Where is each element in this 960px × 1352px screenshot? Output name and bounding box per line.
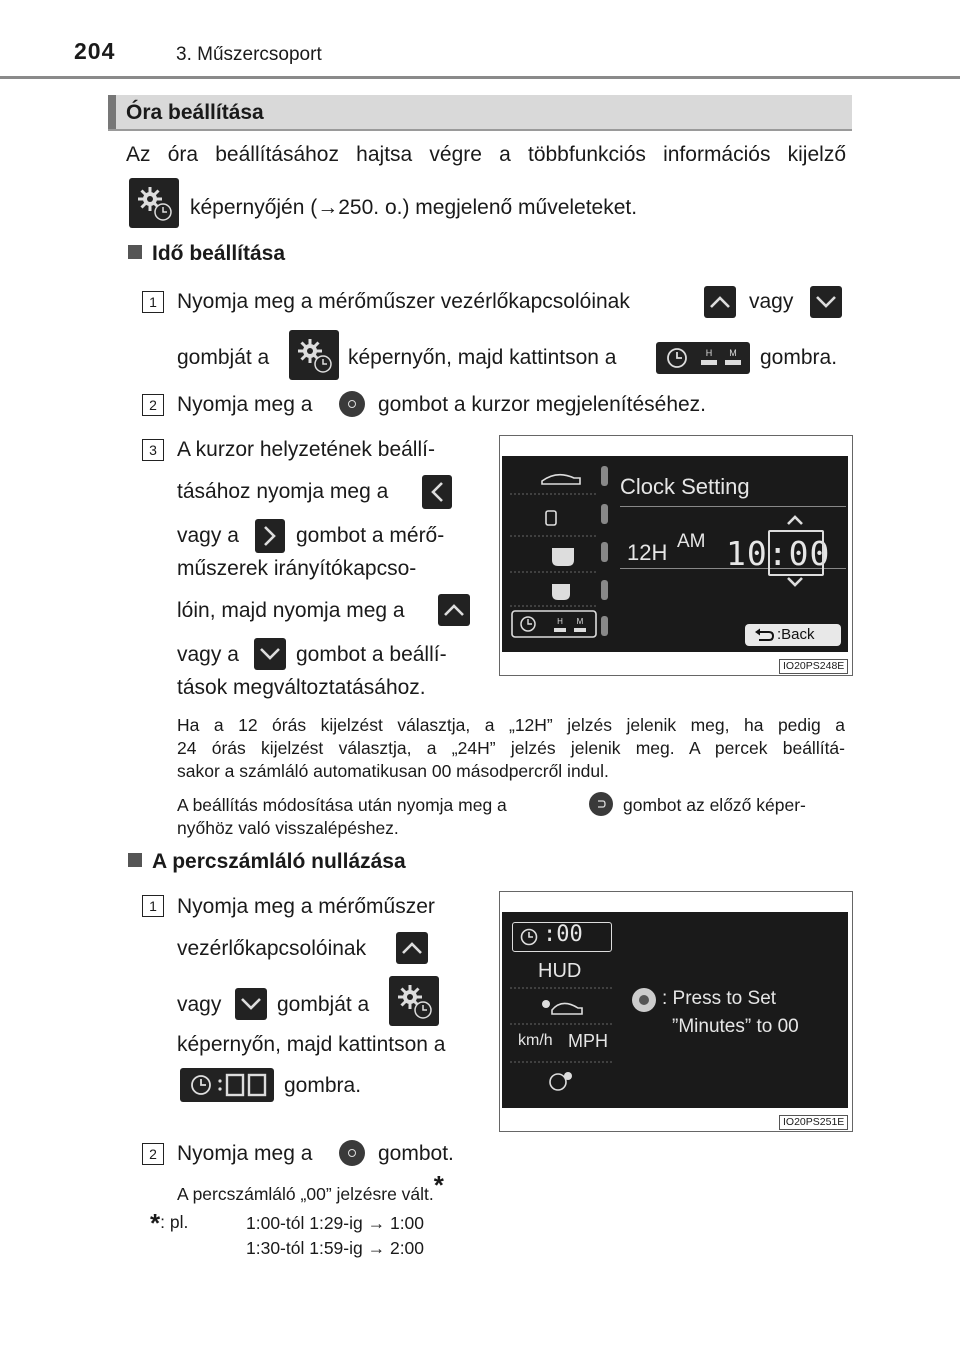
subheading-minute-reset [128, 850, 406, 874]
screen-title: Clock Setting [620, 474, 750, 499]
reset-step2-text-b: gombot. [378, 1142, 454, 1165]
clock-hm-button-icon [656, 342, 750, 374]
clock-time: 10:00 [726, 534, 831, 573]
cursor-up-icon [785, 514, 805, 526]
figure-minute-reset [499, 891, 853, 1132]
reset-step2-note [177, 1170, 444, 1205]
screen-divider [620, 506, 846, 507]
step3-line-4: műszerek irányítókapcso- [177, 557, 417, 580]
chevron-down-icon [235, 988, 267, 1020]
step-number: 2 [142, 1143, 164, 1165]
menu-clock-value: :00 [543, 922, 583, 947]
back-hint [745, 624, 841, 646]
cursor-frame [768, 530, 824, 576]
intro-line-2: képernyőjén (→250. o.) megjelenő műveleteket. [190, 196, 638, 219]
menu-icons [502, 912, 622, 1108]
footnote-marker: * [433, 1170, 444, 1200]
section-underline [108, 129, 852, 131]
settings-clock-icon [289, 330, 339, 380]
reset-step1-line-1: Nyomja meg a mérőműszer [177, 895, 435, 918]
step1-text-or: vagy [749, 290, 794, 313]
note1-line-2: 24 órás kijelzést választja, a „24H” jelzés jelenik meg. A percek beállítá- [177, 738, 845, 758]
menu-icons [502, 456, 622, 652]
enter-button-icon [339, 391, 365, 417]
enter-button-icon [632, 988, 656, 1012]
settings-clock-icon [129, 178, 179, 228]
step3-line-7: tások megváltoztatásához. [177, 676, 426, 699]
menu-hud: HUD [538, 960, 582, 982]
figure-code: IO20PS251E [779, 1115, 848, 1130]
bullet-square [128, 853, 142, 867]
intro-line-1: Az óra beállításához hajtsa végre a többfunkciós információs kijelző [126, 143, 846, 166]
chevron-down-icon [810, 286, 842, 318]
reset-step1-line-5: gombra. [284, 1074, 362, 1097]
reset-step1-line-4: képernyőn, majd kattintson a [177, 1033, 446, 1056]
step3-line-3a: vagy a [177, 524, 239, 547]
step3-line-2: tásához nyomja meg a [177, 480, 389, 503]
subheading-text: A percszámláló nullázása [152, 850, 406, 873]
footnote-label [150, 1208, 189, 1238]
step1-text-c: képernyőn, majd kattintson a [348, 346, 617, 369]
footnote-star: * [150, 1208, 161, 1238]
step-number: 2 [142, 394, 164, 416]
footnote-label-text: : pl. [160, 1212, 189, 1232]
chevron-left-icon [422, 475, 452, 509]
display-screen [502, 912, 848, 1108]
subheading-time-setting [128, 242, 285, 266]
menu-m-label: M [576, 617, 584, 626]
icon-m-label: M [729, 348, 737, 358]
press-minutes-to: ”Minutes” to 00 [672, 1016, 799, 1037]
step2-text-a: Nyomja meg a [177, 393, 313, 416]
note1-line-1: Ha a 12 órás kijelzést választja, a „12H” jelzés jelenik meg, ha pedig a [177, 715, 845, 735]
clock-zero-button-icon [180, 1068, 274, 1102]
reset-step1-line-3b: gombját a [277, 993, 370, 1016]
menu-h-label: H [557, 617, 563, 626]
footnote-row-1: 1:00-tól 1:29-ig → 1:00 [246, 1213, 425, 1233]
note2-text-a: A beállítás módosítása után nyomja meg a [177, 795, 507, 815]
step-number: 1 [142, 895, 164, 917]
step1-text-d: gombra. [760, 346, 838, 369]
cursor-down-icon [785, 576, 805, 588]
press-to-set: : Press to Set [662, 988, 777, 1009]
figure-clock-setting [499, 435, 853, 676]
am-pm: AM [677, 531, 706, 552]
chevron-up-icon [396, 932, 428, 964]
display-screen [502, 456, 848, 652]
chevron-down-icon [254, 638, 286, 670]
menu-units-kmh: km/h [518, 1032, 553, 1049]
reset-step2-text-a: Nyomja meg a [177, 1142, 313, 1165]
step1-text-a: Nyomja meg a mérőműszer vezérlőkapcsolóinak [177, 290, 630, 313]
chevron-up-icon [438, 594, 470, 626]
chevron-right-icon [255, 519, 285, 553]
step-number: 3 [142, 439, 164, 461]
note2-text-c: nyőhöz való visszalépéshez. [177, 818, 399, 838]
bullet-square [128, 245, 142, 259]
step-number: 1 [142, 291, 164, 313]
footnote-row-2: 1:30-tól 1:59-ig → 2:00 [246, 1238, 425, 1258]
subheading-text: Idő beállítása [152, 242, 286, 265]
step3-line-3b: gombot a mérő- [296, 524, 445, 547]
step3-line-5: lóin, majd nyomja meg a [177, 599, 405, 622]
back-arrow-icon [753, 628, 775, 642]
step1-text-b: gombját a [177, 346, 270, 369]
icon-h-label: H [705, 348, 713, 358]
step2-text-b: gombot a kurzor megjelenítéséhez. [378, 393, 707, 416]
back-button-icon [589, 792, 613, 816]
header-rule [0, 76, 960, 79]
note2-text-b: gombot az előző képer- [623, 795, 806, 815]
reset-step1-line-2: vezérlőkapcsolóinak [177, 937, 367, 960]
chapter-title: 3. Műszercsoport [176, 44, 322, 65]
note1-line-3: sakor a számláló automatikusan 00 másodpercről indul. [177, 761, 609, 781]
menu-units-mph: MPH [568, 1031, 608, 1051]
settings-clock-icon [389, 976, 439, 1026]
page-number: 204 [74, 38, 116, 64]
back-label: :Back [777, 626, 815, 643]
enter-button-icon [339, 1140, 365, 1166]
hour-mode: 12H [627, 540, 668, 565]
step3-line-6a: vagy a [177, 643, 239, 666]
reset-step1-line-3a: vagy [177, 993, 222, 1016]
chevron-up-icon [704, 286, 736, 318]
step3-line-1: A kurzor helyzetének beállí- [177, 438, 435, 461]
figure-code: IO20PS248E [779, 659, 848, 674]
reset-note-text: A percszámláló „00” jelzésre vált. [177, 1184, 434, 1204]
section-title: Óra beállítása [126, 101, 264, 124]
step3-line-6b: gombot a beállí- [296, 643, 447, 666]
